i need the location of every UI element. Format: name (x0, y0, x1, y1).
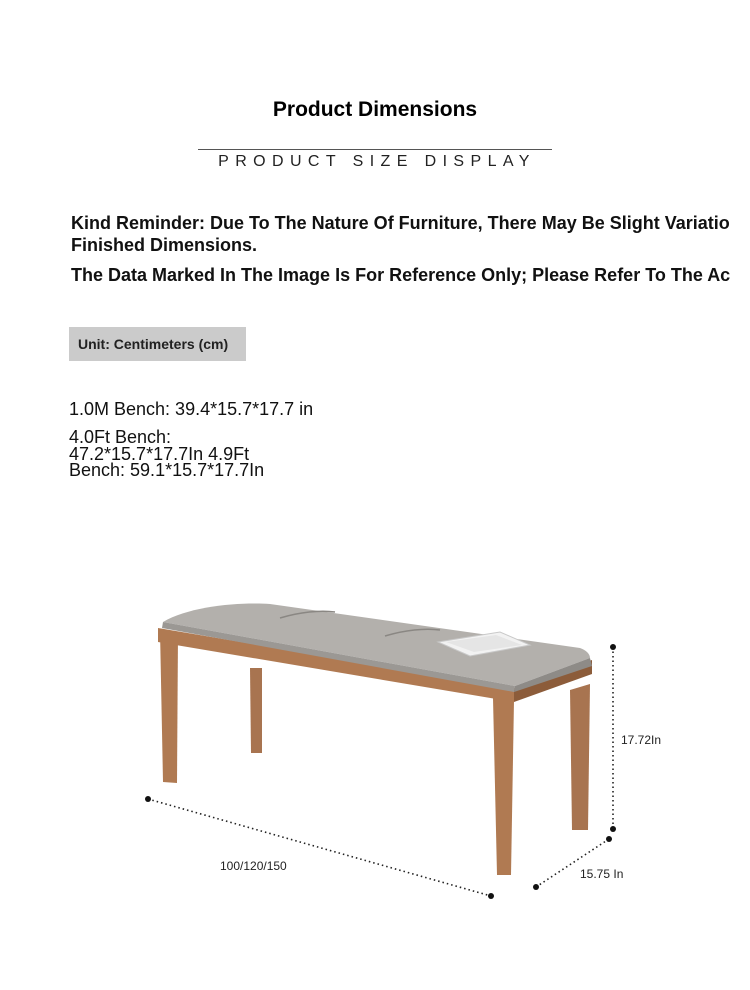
height-dimension-end (610, 826, 616, 832)
length-dimension-end (145, 796, 151, 802)
height-dimension-end (610, 644, 616, 650)
bench-leg-back-left (250, 668, 262, 753)
length-dimension-end (488, 893, 494, 899)
depth-dimension-end (606, 836, 612, 842)
length-dimension-line (148, 799, 491, 896)
depth-label: 15.75 In (580, 867, 624, 881)
reminder-line-2: Finished Dimensions. (71, 235, 258, 255)
size-4ft-bench-line-1: 4.0Ft Bench: (69, 427, 172, 447)
page-title: Product Dimensions (272, 98, 478, 121)
length-label: 100/120/150 (220, 859, 287, 873)
reminder-line-1: Kind Reminder: Due To The Nature Of Furniture, There May Be Slight Variatio (71, 213, 730, 233)
bench-leg-front-right (493, 698, 514, 875)
size-4ft-bench-line-2: 47.2*15.7*17.7In 4.9Ft (69, 444, 250, 464)
unit-label: Unit: Centimeters (cm) (78, 336, 229, 352)
height-label: 17.72In (621, 733, 662, 747)
size-1m-bench: 1.0M Bench: 39.4*15.7*17.7 in (69, 399, 314, 419)
page-subtitle: PRODUCT SIZE DISPLAY (218, 153, 536, 170)
reminder-line-3: The Data Marked In The Image Is For Reference Only; Please Refer To The Ac (71, 265, 731, 285)
size-4ft-bench-line-3: Bench: 59.1*15.7*17.7In (69, 460, 265, 480)
depth-dimension-end (533, 884, 539, 890)
bench-leg-front-left (160, 630, 178, 783)
bench-leg-back-right (570, 684, 590, 830)
